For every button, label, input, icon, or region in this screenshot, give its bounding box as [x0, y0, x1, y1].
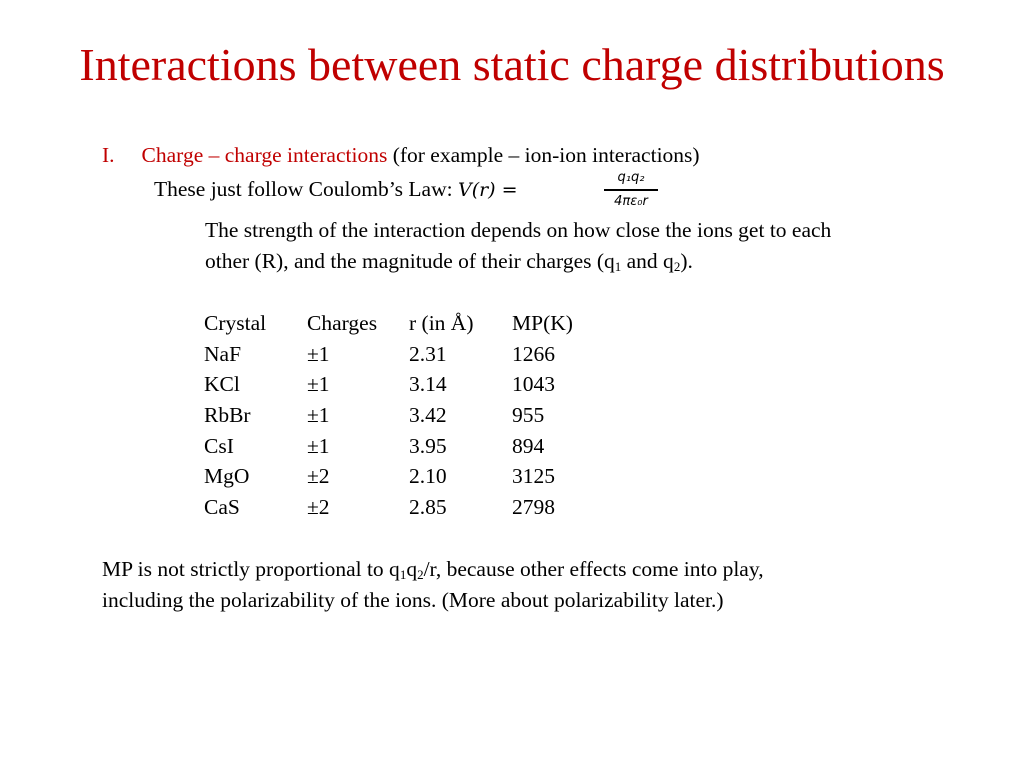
charges-cell: ±1: [307, 402, 330, 427]
formula-numerator: q₁q₂: [617, 170, 645, 185]
charges-cell: ±2: [307, 494, 330, 519]
table-row: [204, 492, 592, 523]
mp-cell: 1043: [512, 372, 555, 397]
mp-cell: 1266: [512, 341, 555, 366]
point-heading-note: (for example – ion-ion interactions): [392, 143, 700, 167]
strength-line-1: The strength of the interaction depends on how close the ions get to each: [205, 218, 832, 242]
strength-text-b: and q: [621, 249, 674, 273]
point-numeral: I.: [102, 143, 115, 167]
coulomb-line: [154, 176, 518, 203]
mp-cell: 955: [512, 402, 545, 427]
formula-lhs: V(r) =: [457, 179, 518, 201]
conclusion-sub-2: 2: [417, 567, 424, 582]
conclusion-line-2: including the polarizability of the ions. (More about polarizability later.): [102, 588, 724, 612]
strength-line-2: [205, 248, 693, 274]
r-cell: 2.31: [409, 341, 447, 366]
mp-cell: 2798: [512, 494, 555, 519]
slide-title: Interactions between static charge distributions: [79, 39, 945, 90]
charges-cell: ±1: [307, 372, 330, 397]
r-cell: 2.85: [409, 494, 447, 519]
r-cell: 2.10: [409, 464, 447, 489]
table-row: [204, 369, 592, 400]
r-cell: 3.14: [409, 372, 447, 397]
crystal-cell: RbBr: [204, 402, 251, 427]
conclusion-sub-1: 1: [399, 567, 407, 582]
r-cell: 3.95: [409, 433, 447, 458]
table-header-row: [204, 308, 592, 339]
formula-fraction-bar: [604, 189, 658, 191]
crystal-cell: NaF: [204, 341, 242, 366]
mp-cell: 894: [512, 433, 545, 458]
r-cell: 3.42: [409, 402, 447, 427]
crystal-cell: CsI: [204, 433, 234, 458]
table-row: [204, 431, 592, 462]
conclusion-text-a: MP is not strictly proportional to q: [102, 557, 400, 581]
mp-cell: 3125: [512, 464, 555, 489]
crystal-table: [204, 308, 592, 523]
conclusion-text-b: q: [406, 557, 418, 581]
point-heading-line: [102, 142, 700, 168]
table-row: [204, 400, 592, 431]
strength-text-c: ).: [680, 249, 693, 273]
charges-cell: ±1: [307, 341, 330, 366]
conclusion-line-1: [102, 556, 764, 582]
table-row: [204, 339, 592, 370]
header-crystal: Crystal: [204, 310, 267, 335]
crystal-cell: CaS: [204, 494, 240, 519]
strength-sub-2: 2: [673, 259, 681, 274]
header-charges: Charges: [307, 310, 378, 335]
header-mp: MP(K): [512, 310, 573, 335]
formula-denominator: 4πε₀r: [614, 194, 648, 209]
crystal-cell: KCl: [204, 372, 240, 397]
strength-sub-1: 1: [614, 259, 622, 274]
charges-cell: ±1: [307, 433, 330, 458]
coulomb-prefix: These just follow Coulomb’s Law:: [154, 177, 458, 201]
crystal-cell: MgO: [204, 464, 250, 489]
table-row: [204, 461, 592, 492]
strength-text-a: other (R), and the magnitude of their charges (q: [205, 249, 615, 273]
point-heading: Charge – charge interactions: [141, 143, 388, 167]
conclusion-text-c: /r, because other effects come into play,: [423, 557, 764, 581]
header-r: r (in Å): [409, 310, 474, 335]
charges-cell: ±2: [307, 464, 330, 489]
